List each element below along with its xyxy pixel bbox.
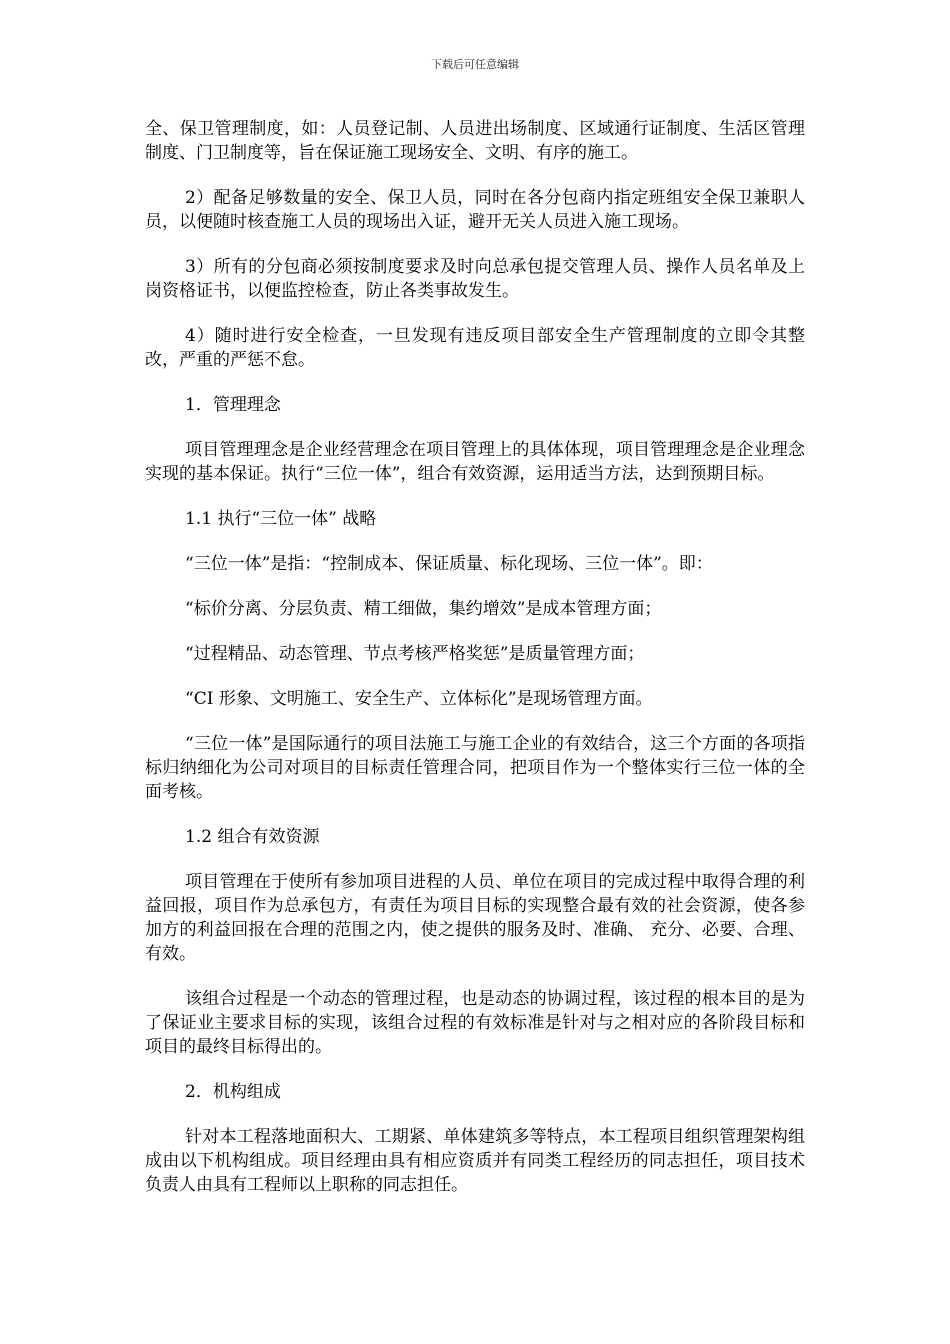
paragraph: “标价分离、分层负责、精工细做，集约增效”是成本管理方面； <box>185 599 662 619</box>
paragraph: “三位一体”是指：“控制成本、保证质量、标化现场、三位一体”。即： <box>185 554 713 574</box>
subsection-heading: 1.1 执行“三位一体” 战略 <box>185 509 377 529</box>
paragraph: 针对本工程落地面积大、工期紧、单体建筑多等特点，本工程项目组织管理架构组成由以下机构组成。项目经理由具有相应资质并有同类工程经历的同志担任，项目技术负责人由具有工程师以上职称的同志担任。 <box>145 1127 805 1195</box>
paragraph: 4）随时进行安全检查，一旦发现有违反项目部安全生产管理制度的立即令其整改，严重的严惩不怠。 <box>145 326 805 370</box>
paragraph: 项目管理理念是企业经营理念在项目管理上的具体体现，项目管理理念是企业理念实现的基本保证。执行“三位一体”，组合有效资源，运用适当方法，达到预期目标。 <box>145 440 805 484</box>
paragraph: 全、保卫管理制度，如：人员登记制、人员进出场制度、区域通行证制度、生活区管理制度、门卫制度等，旨在保证施工现场安全、文明、有序的施工。 <box>145 119 805 163</box>
paragraph: “三位一体”是国际通行的项目法施工与施工企业的有效结合，这三个方面的各项指标归纳细化为公司对项目的目标责任管理合同，把项目作为一个整体实行三位一体的全面考核。 <box>145 734 805 802</box>
paragraph: 3）所有的分包商必须按制度要求及时向总承包提交管理人员、操作人员名单及上岗资格证书，以便监控检查，防止各类事故发生。 <box>145 257 805 301</box>
section-heading: 2．机构组成 <box>185 1082 281 1102</box>
document-body <box>145 117 805 1218</box>
paragraph: “CI 形象、文明施工、安全生产、立体标化”是现场管理方面。 <box>185 689 653 709</box>
subsection-heading: 1.2 组合有效资源 <box>185 827 320 847</box>
page-header: 下载后可任意编辑 <box>431 58 519 71</box>
section-heading: 1．管理理念 <box>185 395 281 415</box>
paragraph: 该组合过程是一个动态的管理过程，也是动态的协调过程，该过程的根本目的是为了保证业主要求目标的实现，该组合过程的有效标准是针对与之相对应的各阶段目标和项目的最终目标得出的。 <box>145 989 805 1057</box>
paragraph: “过程精品、动态管理、节点考核严格奖惩”是质量管理方面； <box>185 644 645 664</box>
paragraph: 项目管理在于使所有参加项目进程的人员、单位在项目的完成过程中取得合理的利益回报，项目作为总承包方，有责任为项目目标的实现整合最有效的社会资源，使各参加方的利益回报在合理的范围之内，使之提供的服务及时、准确、 充分、必要、合理、有效。 <box>145 872 805 964</box>
paragraph: 2）配备足够数量的安全、保卫人员，同时在各分包商内指定班组安全保卫兼职人员，以便随时核查施工人员的现场出入证，避开无关人员进入施工现场。 <box>145 188 805 232</box>
